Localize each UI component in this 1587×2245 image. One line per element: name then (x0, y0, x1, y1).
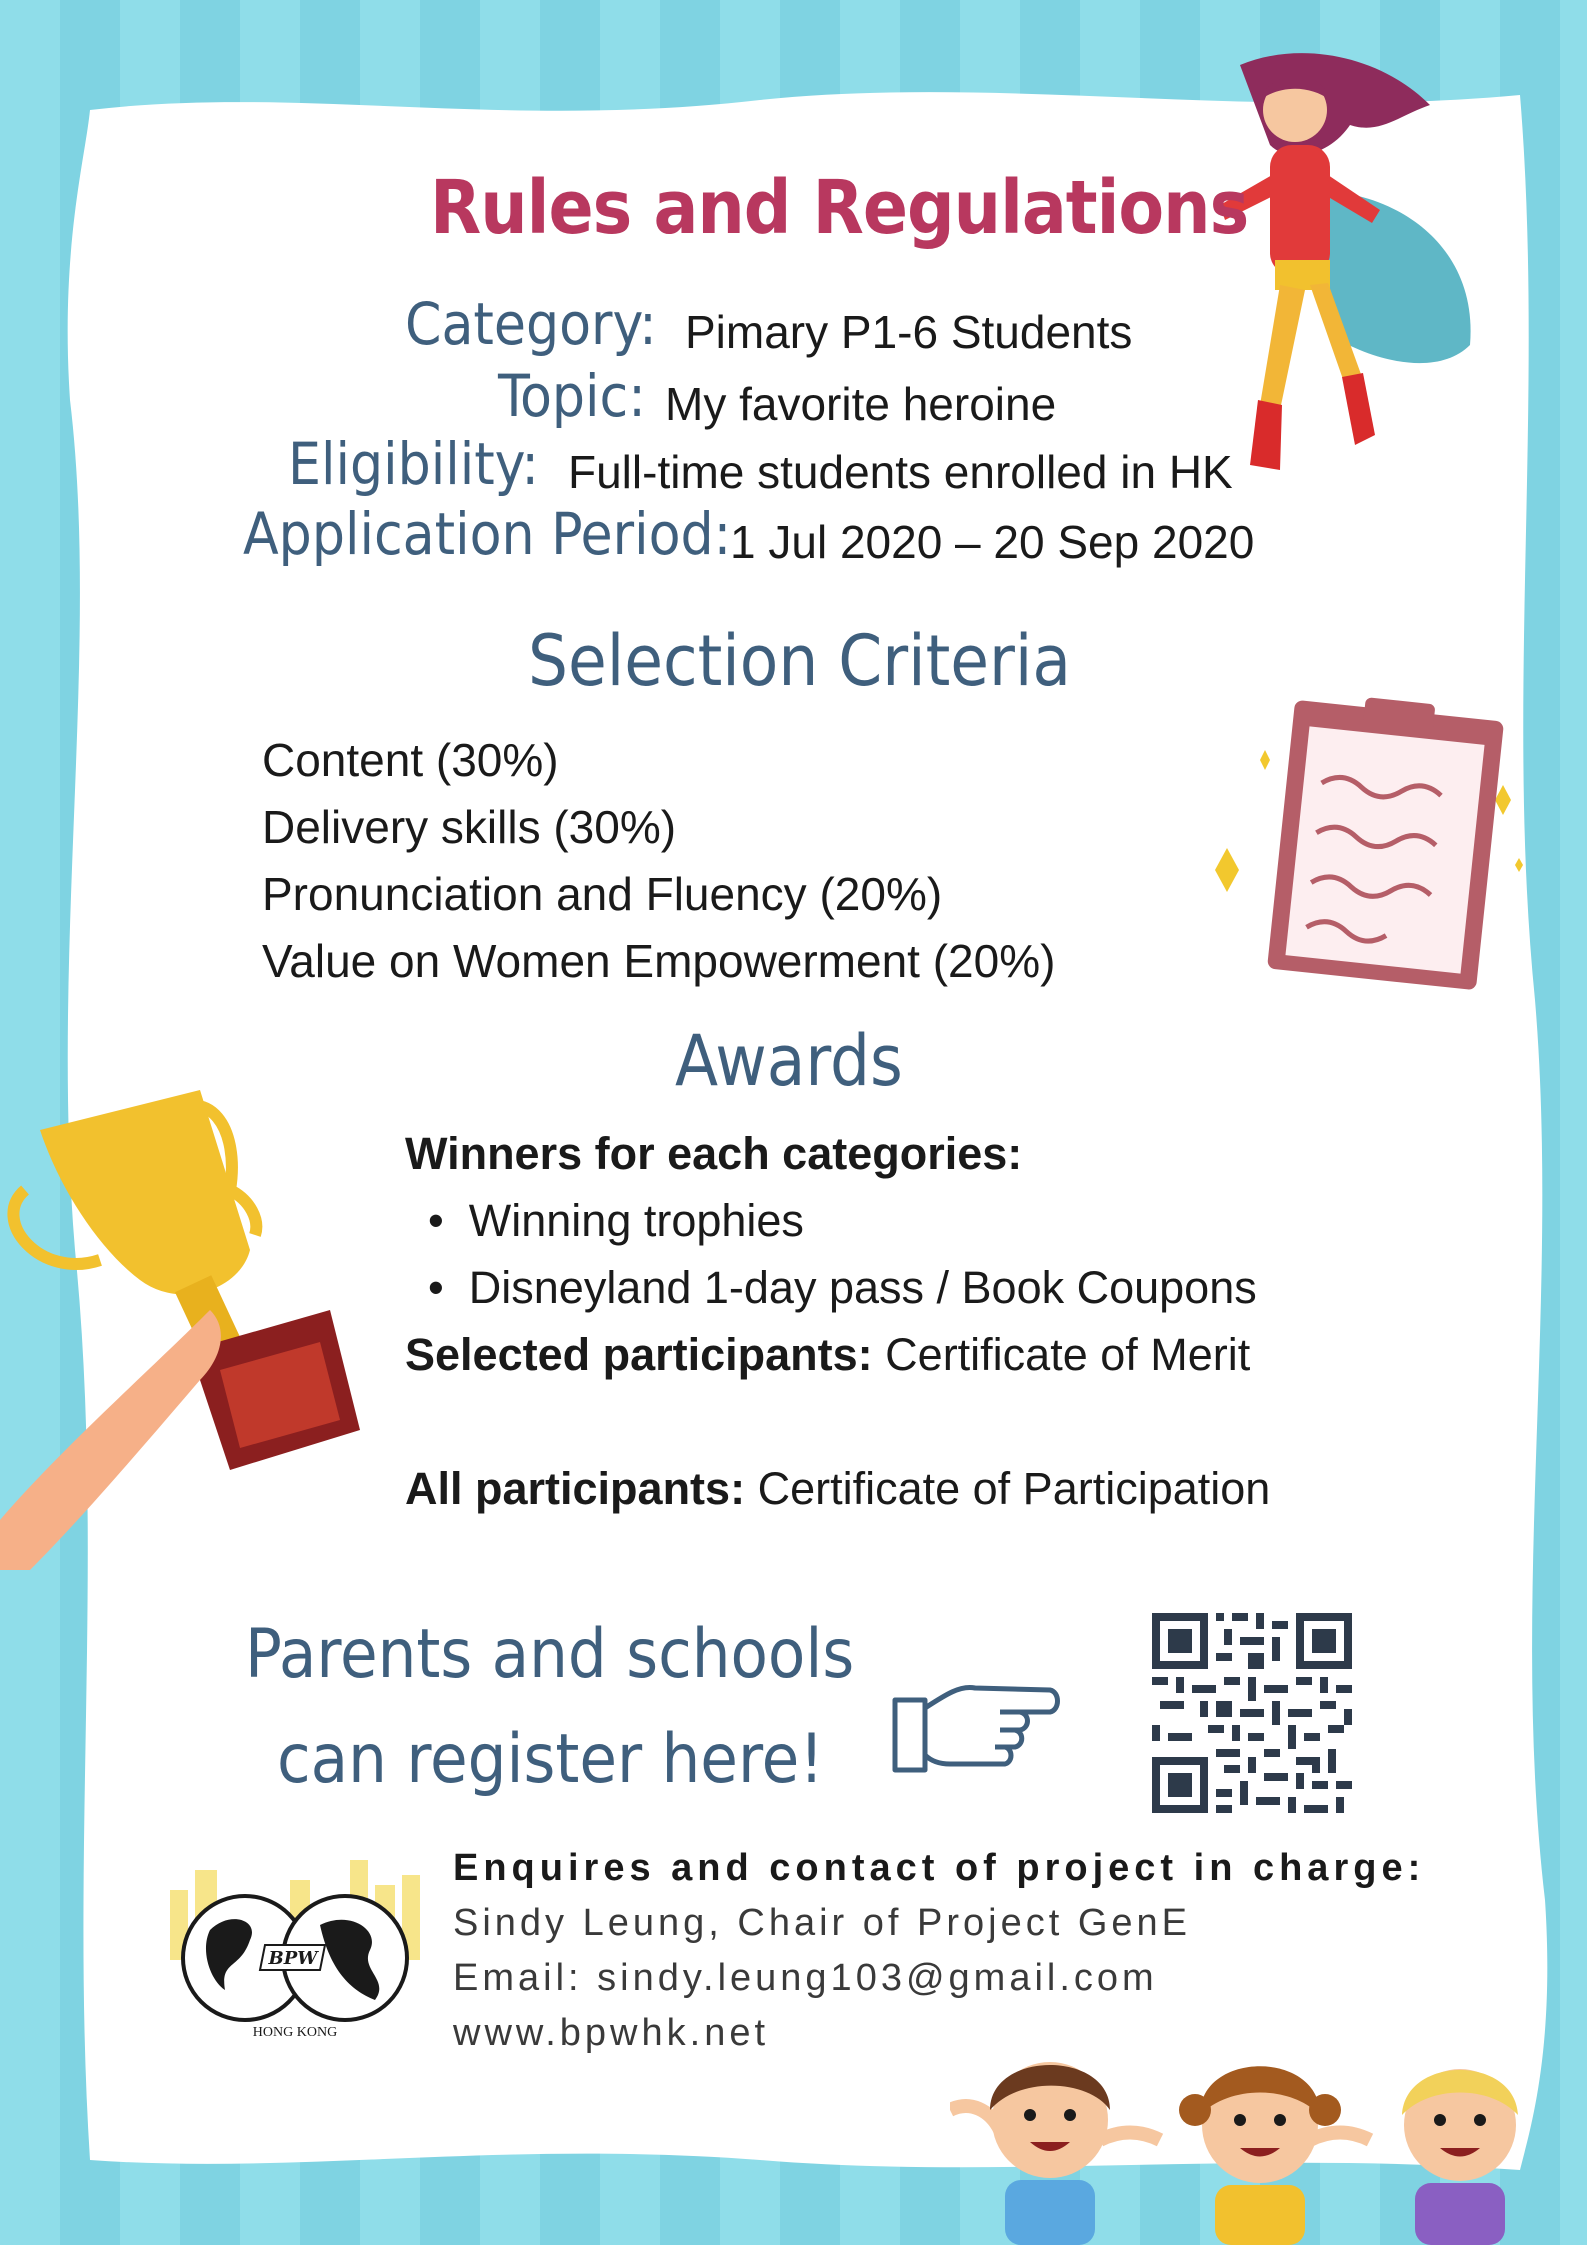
application-period-label: Application Period: (243, 500, 732, 568)
eligibility-value: Full-time students enrolled in HK (568, 446, 1233, 498)
contact-name: Sindy Leung, Chair of Project GenE (453, 1902, 1192, 1944)
trophy-illustration (0, 1050, 420, 1570)
heroine-illustration (1180, 45, 1480, 505)
topic-label: Topic: (498, 362, 646, 430)
pointing-hand-icon (890, 1670, 1060, 1780)
eligibility-label: Eligibility: (288, 430, 539, 498)
criteria-item: Delivery skills (30%) (262, 801, 677, 853)
contact-website[interactable]: www.bpwhk.net (453, 2012, 770, 2054)
criteria-item: Value on Women Empowerment (20%) (262, 935, 1056, 987)
criteria-item: Content (30%) (262, 734, 559, 786)
contact-heading: Enquires and contact of project in charge: (453, 1847, 1426, 1889)
application-period-value: 1 Jul 2020 – 20 Sep 2020 (730, 516, 1255, 568)
logo-text: BPW (268, 1948, 318, 1969)
selection-criteria-heading: Selection Criteria (528, 620, 1072, 702)
contact-email[interactable]: Email: sindy.leung103@gmail.com (453, 1957, 1158, 1999)
category-value: Pimary P1-6 Students (685, 306, 1133, 358)
category-label: Category: (405, 290, 657, 358)
selected-participants: Selected participants: Certificate of Merit (405, 1329, 1251, 1380)
children-illustration (950, 2030, 1550, 2245)
awards-heading: Awards (675, 1020, 903, 1102)
winners-item: • Disneyland 1-day pass / Book Coupons (428, 1262, 1257, 1313)
topic-value: My favorite heroine (665, 378, 1057, 430)
all-participants: All participants: Certificate of Participation (405, 1463, 1271, 1514)
registration-qr-code[interactable] (1152, 1613, 1352, 1813)
clipboard-illustration (1185, 690, 1525, 1010)
selection-criteria-list (262, 727, 1055, 995)
logo-caption: HONG KONG (252, 2025, 338, 2040)
winners-item: • Winning trophies (428, 1195, 804, 1246)
register-line-2: can register here! (277, 1720, 824, 1799)
criteria-item: Pronunciation and Fluency (20%) (262, 868, 943, 920)
winners-label: Winners for each categories: (405, 1128, 1023, 1179)
register-line-1: Parents and schools (245, 1615, 855, 1694)
page-title: Rules and Regulations (430, 165, 1249, 251)
bpw-hong-kong-logo (150, 1840, 440, 2040)
